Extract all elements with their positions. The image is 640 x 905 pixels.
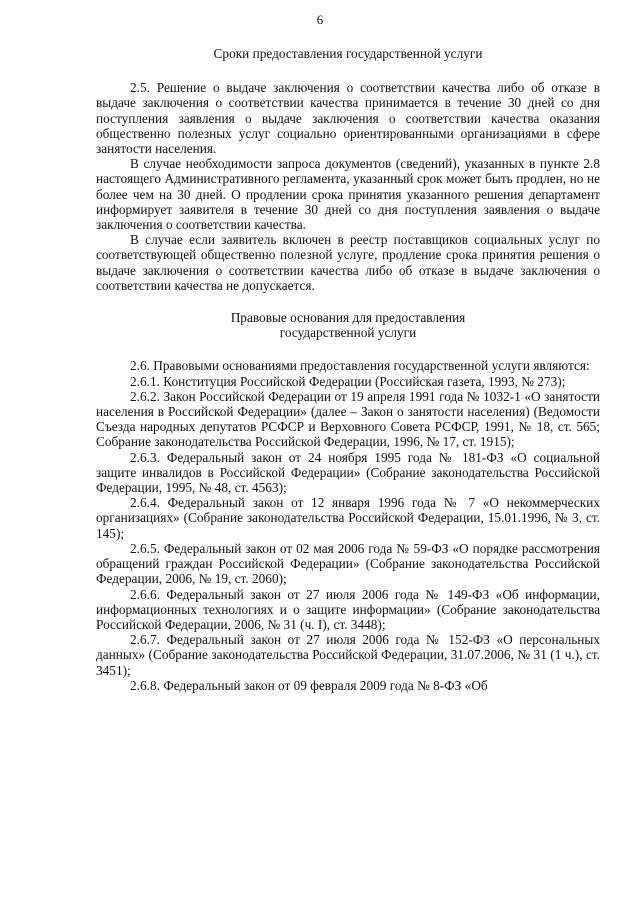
- list-item: 2.6.5. Федеральный закон от 02 мая 2006 года № 59-ФЗ «О порядке рассмотрения обращений граждан Российской Федерации» (Собрание законодательства Российской Федерации, 2006, № 19, ст. 2060);: [96, 540, 600, 587]
- paragraph: 2.6. Правовыми основаниями предоставления государственной услуги являются:: [130, 358, 590, 374]
- list-item: 2.6.7. Федеральный закон от 27 июля 2006 года № 152-ФЗ «О персональных данных» (Собрание законодательства Российской Федерации, 31.07.2006, № 31 (1 ч.), ст. 3451);: [96, 632, 600, 678]
- paragraph: 2.5. Решение о выдаче заключения о соответствии качества либо об отказе в выдаче заключения о соответствии качества принимается в течение 30 дней со дня поступления заявления о выдаче заключения о соответствии качества оказания общественно полезных услуг социально ориентированными организациями в сфере занятости населения.: [96, 80, 600, 157]
- section-heading-legal-basis-line2: государственной услуги: [279, 325, 417, 341]
- section-heading-legal-basis: [96, 310, 600, 340]
- paragraph: В случае необходимости запроса документов (сведений), указанных в пункте 2.8 настоящего Административного регламента, указанный срок может быть продлен, но не более чем на 30 дней. О продлении срока принятия указанного решения департамент информирует заявителя в течение 30 дней со дня поступления заявления о выдаче заключения о соответствии качества.: [96, 156, 600, 233]
- list-item: 2.6.4. Федеральный закон от 12 января 1996 года № 7 «О некоммерческих организациях» (Собрание законодательства Российской Федерации, 15.01.1996, № 3, ст. 145);: [96, 495, 600, 541]
- section-heading-legal-basis-line1: Правовые основания для предоставления: [230, 310, 466, 326]
- section-heading-terms: [96, 46, 600, 61]
- list-item: 2.6.2. Закон Российской Федерации от 19 апреля 1991 года № 1032-1 «О занятости населения в Российской Федерации» (далее – Закон о занятости населения) (Ведомости Съезда народных депутатов РСФСР и Верховного Совета РСФСР, 1991, № 18, ст. 565; Собрание законодательства Российской Федерации, 1996, № 17, ст. 1915);: [96, 388, 600, 450]
- list-item: 2.6.1. Конституция Российской Федерации (Российская газета, 1993, № 273);: [130, 373, 566, 389]
- document-body: [96, 42, 600, 693]
- list-item: 2.6.6. Федеральный закон от 27 июля 2006 года № 149-ФЗ «Об информации, информационных технологиях и о защите информации» (Собрание законодательства Российской Федерации, 2006, № 31 (ч. I), ст. 3448);: [96, 586, 600, 632]
- paragraph: В случае если заявитель включен в реестр поставщиков социальных услуг по соответствующей общественно полезной услуге, продление срока принятия решения о выдаче заключения о соответствии качества либо об отказе в выдаче заключения о соответствии качества не допускается.: [96, 232, 600, 293]
- page-number: 6: [316, 12, 324, 27]
- list-item: 2.6.3. Федеральный закон от 24 ноября 1995 года № 181-ФЗ «О социальной защите инвалидов в Российской Федерации» (Собрание законодательства Российской Федерации, 1995, № 48, ст. 4563);: [96, 449, 600, 496]
- section-heading-terms-text: Сроки предоставления государственной услуги: [213, 46, 483, 61]
- list-item: 2.6.8. Федеральный закон от 09 февраля 2009 года № 8-ФЗ «Об: [130, 677, 488, 693]
